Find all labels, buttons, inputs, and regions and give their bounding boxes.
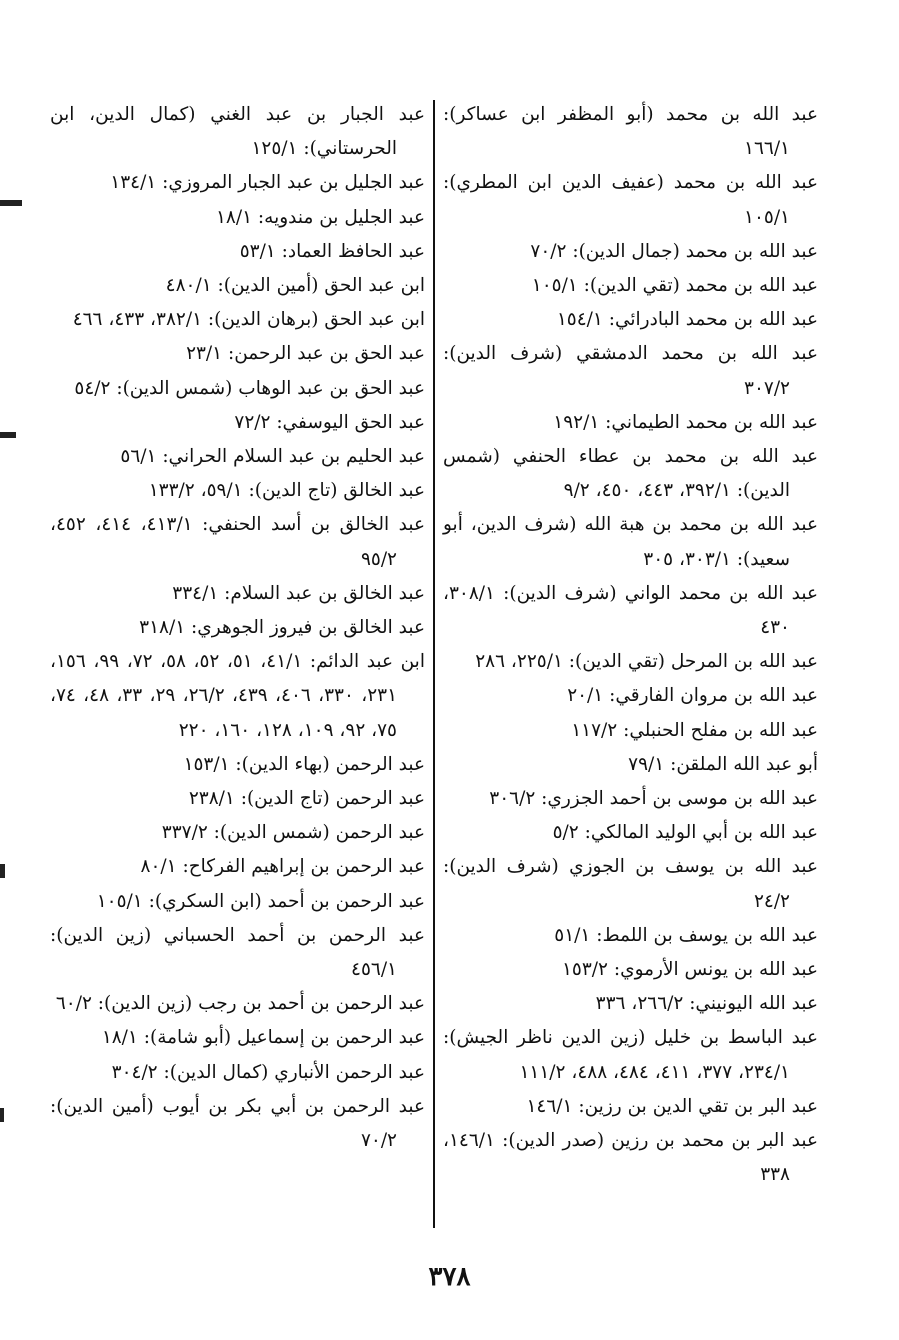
index-entry: عبد البر بن محمد بن رزين (صدر الدين): ١٤٦/١، ٣٣٨ [443,1130,818,1186]
index-entry: عبد الله بن محمد الدمشقي (شرف الدين): ٣٠٧/٢ [443,343,818,399]
index-entry: عبد الحليم بن عبد السلام الحراني: ٥٦/١ [120,446,425,468]
index-entry: عبد الرحمن (تاج الدين): ٢٣٨/١ [188,788,425,810]
index-entry: عبد الرحمن بن أحمد (ابن السكري): ١٠٥/١ [96,890,425,912]
index-entry: عبد الخالق بن أسد الحنفي: ٤١٣/١، ٤١٤، ٤٥٢، ٩٥/٢ [50,514,425,570]
index-entry: عبد الله بن محمد بن عطاء الحنفي (شمس الدين): ٣٩٢/١، ٤٤٣، ٤٥٠، ٩/٢ [443,446,818,502]
index-entry: عبد الحق بن عبد الرحمن: ٢٣/١ [186,343,425,365]
index-entry: عبد الحق بن عبد الوهاب (شمس الدين): ٥٤/٢ [74,377,425,399]
index-entry: عبد الله بن المرحل (تقي الدين): ٢٢٥/١، ٢٨٦ [475,651,818,673]
index-entry: عبد الله بن مفلح الحنبلي: ١١٧/٢ [571,719,818,741]
index-entry: عبد الله بن يوسف بن الجوزي (شرف الدين): ٢٤/٢ [443,856,818,912]
index-entry: عبد الجليل بن مندويه: ١٨/١ [215,206,425,228]
index-entry: عبد الرحمن بن أحمد الحسباني (زين الدين): ٤٥٦/١ [50,924,425,981]
index-entry: عبد الحافظ العماد: ٥٣/١ [239,240,425,262]
scan-edge-mark [0,432,16,438]
index-entry: عبد الله بن محمد بن هبة الله (شرف الدين، أبو سعيد): ٣٠٣/١، ٣٠٥ [443,514,818,570]
index-entry: عبد الله بن مروان الفارقي: ٢٠/١ [567,685,818,707]
scan-edge-mark [0,1108,4,1122]
index-entry: عبد الله بن أبي الوليد المالكي: ٥/٢ [552,822,818,844]
index-entry: عبد الرحمن بن إبراهيم الفركاح: ٨٠/١ [140,856,425,878]
index-entry: عبد الرحمن (بهاء الدين): ١٥٣/١ [183,753,425,775]
column-divider [433,100,435,1228]
index-entry: عبد البر بن تقي الدين بن رزين: ١٤٦/١ [526,1095,818,1117]
index-entry: عبد الخالق بن عبد السلام: ٣٣٤/١ [172,582,425,604]
index-entry: عبد الله بن يوسف بن اللمط: ٥١/١ [554,924,818,946]
index-entry: عبد الله بن محمد الطيماني: ١٩٢/١ [553,411,818,433]
index-entry: عبد الله بن موسى بن أحمد الجزري: ٣٠٦/٢ [489,788,818,810]
index-entry: ابن عبد الحق (برهان الدين): ٣٨٢/١، ٤٣٣، ٤٦٦ [72,309,425,331]
index-entry: عبد الله بن محمد (تقي الدين): ١٠٥/١ [531,275,818,297]
index-entry: عبد الله بن محمد البادرائي: ١٥٤/١ [556,309,818,331]
index-entry: ابن عبد الحق (أمين الدين): ٤٨٠/١ [165,275,425,297]
index-column-left [50,98,425,1158]
index-entry: أبو عبد الله الملقن: ٧٩/١ [628,753,818,775]
index-entry: عبد الرحمن الأنباري (كمال الدين): ٣٠٤/٢ [111,1061,425,1083]
index-entry: عبد الباسط بن خليل (زين الدين ناظر الجيش): ٢٣٤/١، ٣٧٧، ٤١١، ٤٨٤، ٤٨٨، ١١١/٢ [443,1027,818,1083]
scan-edge-mark [0,200,22,206]
index-entry: عبد الجليل بن عبد الجبار المروزي: ١٣٤/١ [110,172,425,194]
index-entry: عبد الله بن محمد (أبو المظفر ابن عساكر): ١٦٦/١ [443,104,818,160]
index-entry: عبد الخالق (تاج الدين): ٥٩/١، ١٣٣/٢ [148,480,425,502]
index-entry: عبد الخالق بن فيروز الجوهري: ٣١٨/١ [139,617,425,639]
index-entry: عبد الله بن محمد (عفيف الدين ابن المطري): ١٠٥/١ [443,172,818,228]
scan-edge-mark [0,864,5,878]
index-entry: عبد الله بن محمد الواني (شرف الدين): ٣٠٨/١، ٤٣٠ [443,582,818,639]
index-entry: عبد الله بن يونس الأرموي: ١٥٣/٢ [561,959,818,981]
index-entry: عبد الرحمن (شمس الدين): ٣٣٧/٢ [161,822,425,844]
index-entry: عبد الرحمن بن أبي بكر بن أيوب (أمين الدين): ٧٠/٢ [50,1095,425,1152]
index-entry: عبد الله اليونيني: ٢٦٦/٢، ٣٣٦ [595,993,818,1015]
index-entry: عبد الحق اليوسفي: ٧٢/٢ [234,411,425,433]
page-number: ٣٧٨ [428,1262,471,1292]
index-entry: عبد الله بن محمد (جمال الدين): ٧٠/٢ [530,240,818,262]
index-entry: عبد الرحمن بن أحمد بن رجب (زين الدين): ٦٠/٢ [55,993,425,1015]
index-column-right [443,98,818,1193]
index-entry: عبد الجبار بن عبد الغني (كمال الدين، ابن الحرستاني): ١٢٥/١ [50,104,425,160]
index-entry: عبد الرحمن بن إسماعيل (أبو شامة): ١٨/١ [101,1027,425,1049]
index-entry: ابن عبد الدائم: ٤١/١، ٥١، ٥٢، ٥٨، ٧٢، ٩٩، ١٥٦، ٢٣١، ٣٣٠، ٤٠٦، ٤٣٩، ٢٦/٢، ٢٩، ٣٣، ٤٨، ٧٤، ٧٥، ٩٢، ١٠٩، ١٢٨، ١٦٠، ٢٢٠ [50,651,425,741]
